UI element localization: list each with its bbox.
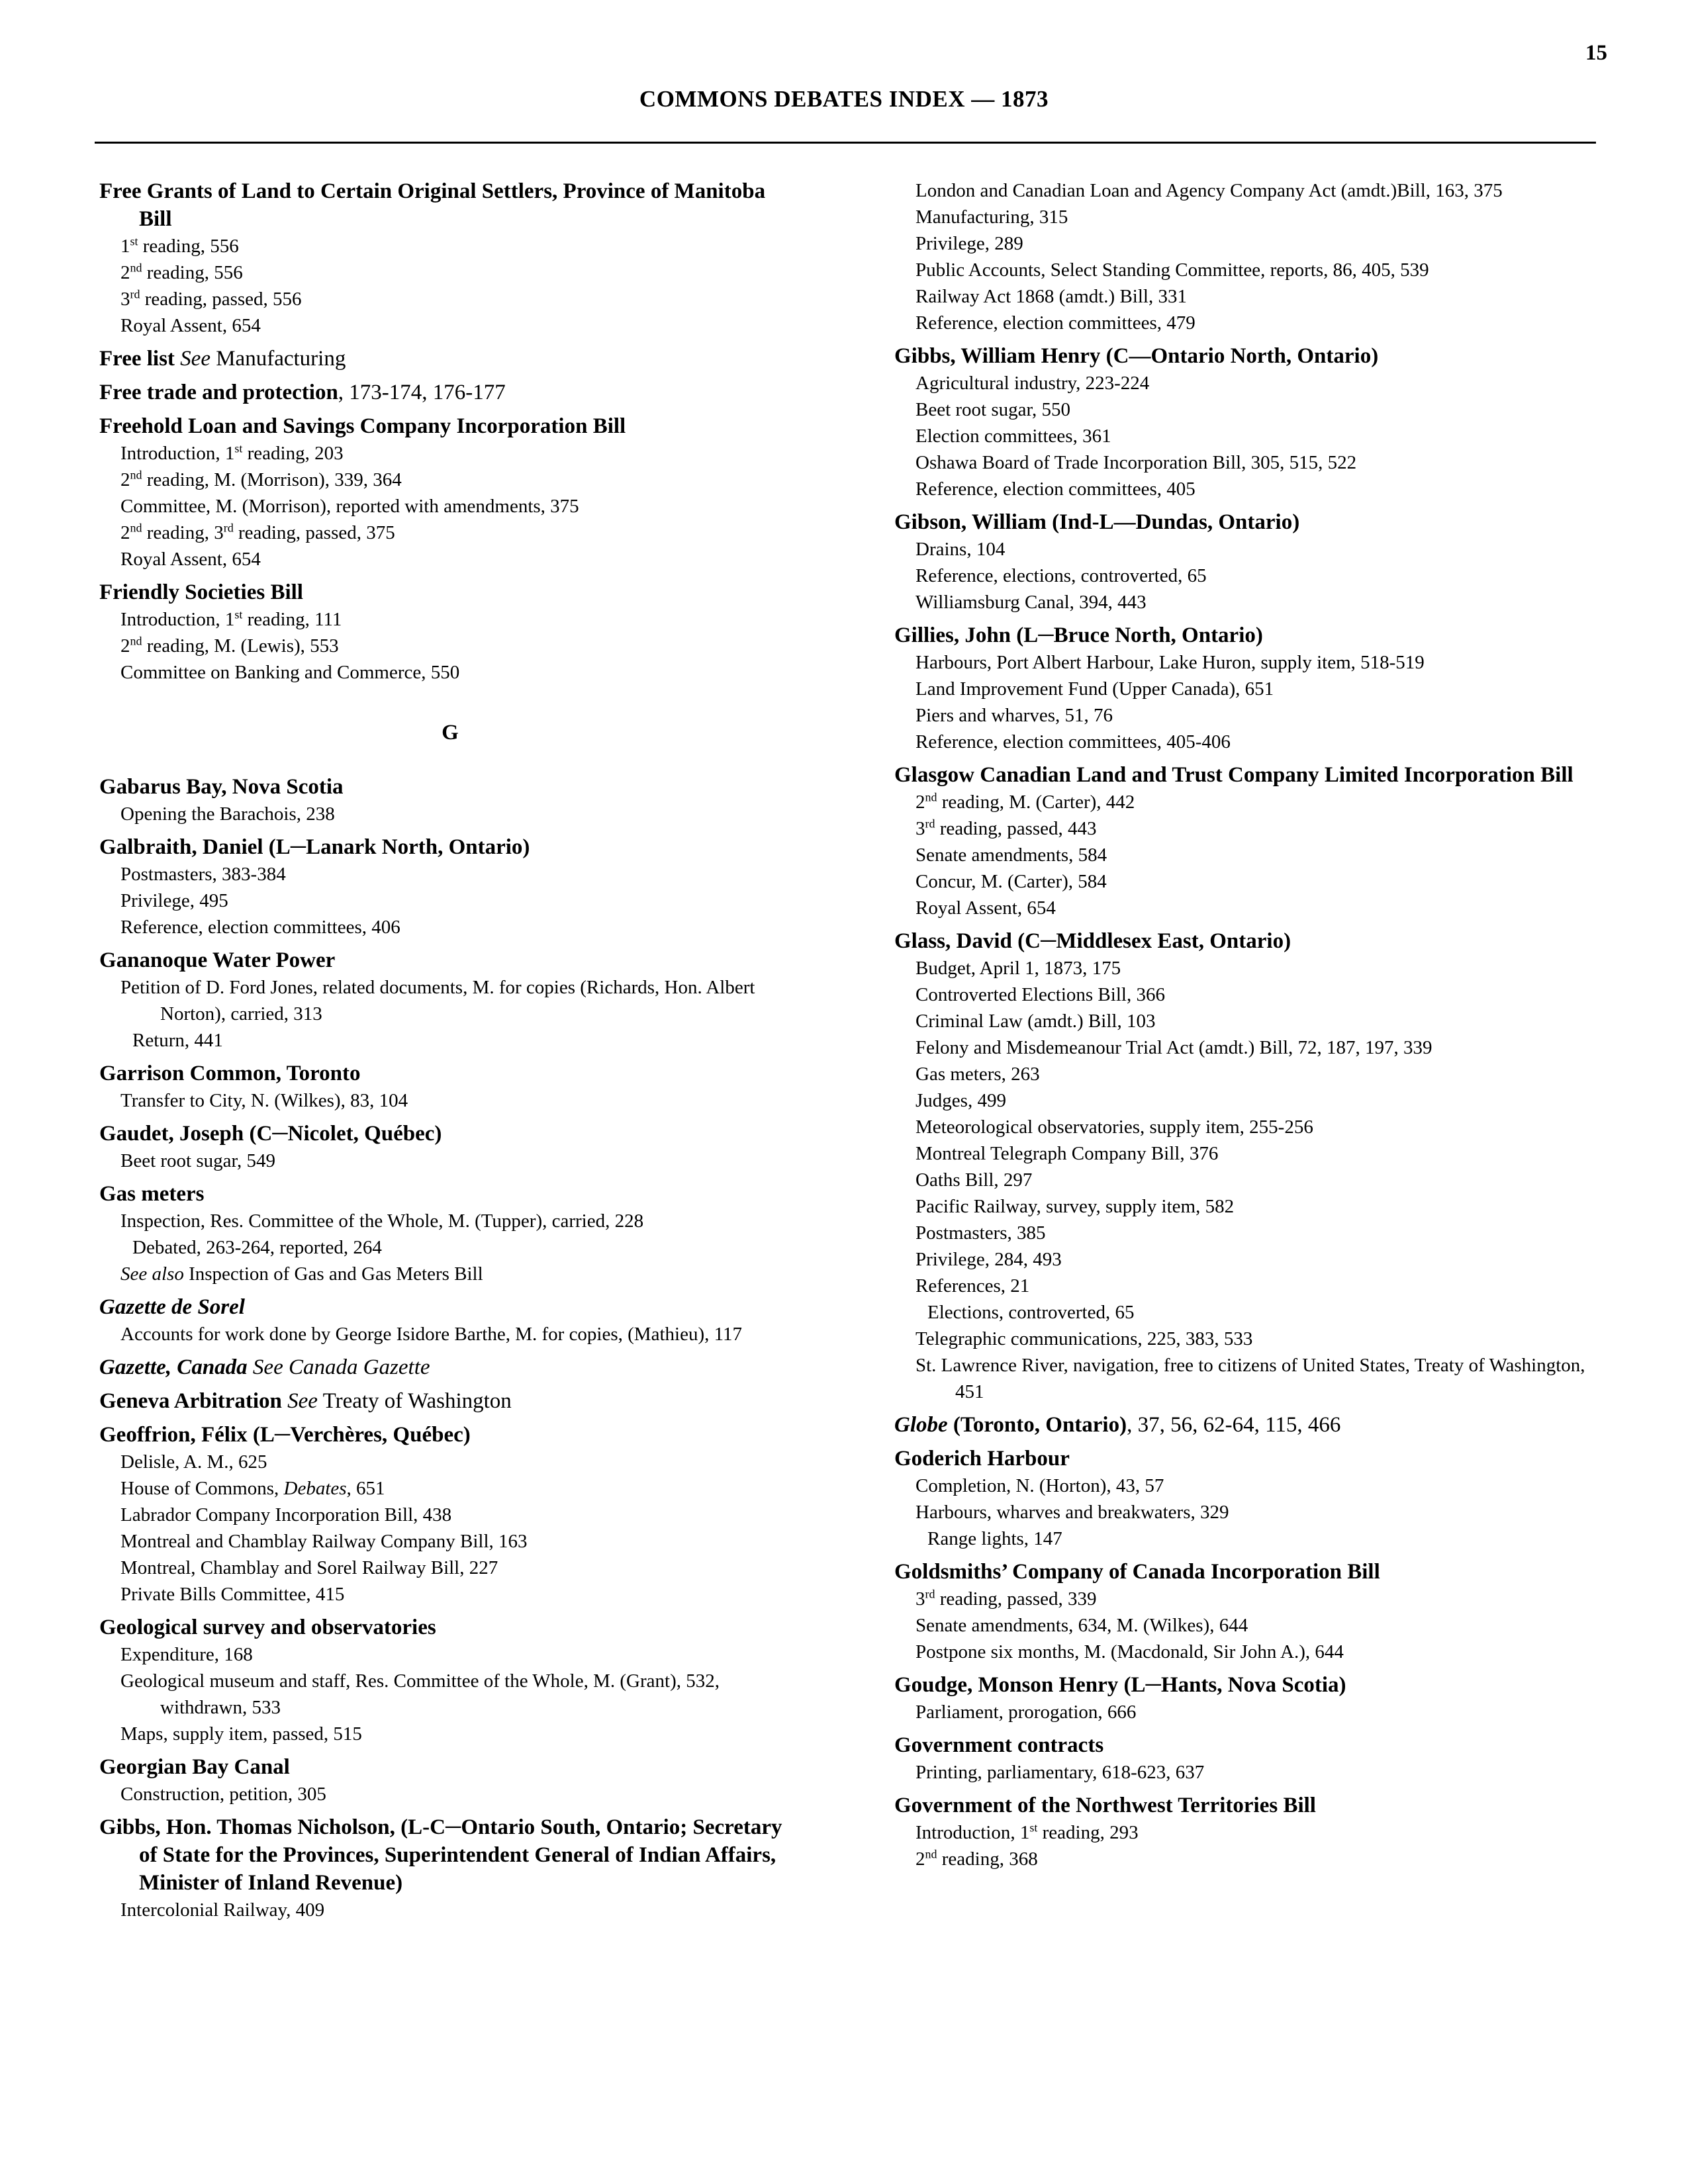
index-subentry: Reference, election committees, 405-406 (915, 731, 1231, 752)
index-heading: Friendly Societies Bill (99, 580, 303, 604)
index-subentry: Reference, election committees, 405 (915, 478, 1196, 500)
index-heading: Gabarus Bay, Nova Scotia (99, 775, 344, 799)
index-subentry: 2nd reading, 556 (120, 261, 243, 283)
index-subentry: Return, 441 (132, 1030, 223, 1051)
index-subentry: Printing, parliamentary, 618-623, 637 (915, 1762, 1205, 1783)
page-number: 15 (1585, 41, 1607, 65)
index-subentry: 2nd reading, 368 (915, 1847, 1038, 1870)
index-subentry: 3rd reading, passed, 443 (915, 817, 1097, 839)
index-subentry: Piers and wharves, 51, 76 (915, 705, 1113, 726)
index-subentry: Beet root sugar, 550 (915, 399, 1071, 420)
index-subentry: Montreal Telegraph Company Bill, 376 (915, 1143, 1219, 1164)
index-subentry: Oaths Bill, 297 (915, 1169, 1033, 1191)
index-subentry: Williamsburg Canal, 394, 443 (915, 592, 1147, 613)
index-subentry: 3rd reading, passed, 556 (120, 287, 302, 310)
index-subentry: 2nd reading, M. (Morrison), 339, 364 (120, 468, 402, 490)
index-subentry: Introduction, 1st reading, 111 (120, 608, 342, 630)
index-heading: Geological survey and observatories (99, 1615, 436, 1639)
index-subentry: House of Commons, Debates, 651 (120, 1478, 385, 1499)
index-heading: Garrison Common, Toronto (99, 1062, 361, 1085)
index-subentry: Oshawa Board of Trade Incorporation Bill, 305, 515, 522 (915, 452, 1357, 473)
index-subentry: 2nd reading, M. (Carter), 442 (915, 790, 1135, 813)
index-subentry: See also Inspection of Gas and Gas Meters Bill (120, 1263, 483, 1285)
index-heading: Galbraith, Daniel (L─Lanark North, Ontario) (99, 835, 530, 859)
page-title: COMMONS DEBATES INDEX — 1873 (639, 86, 1049, 112)
index-subentry: Gas meters, 263 (915, 1064, 1040, 1085)
index-heading: Free list See Manufacturing (99, 347, 346, 371)
index-heading: Government of the Northwest Territories Bill (894, 1794, 1316, 1817)
index-subentry: 3rd reading, passed, 339 (915, 1587, 1097, 1610)
index-subentry: Budget, April 1, 1873, 175 (915, 958, 1121, 979)
index-heading: Glass, David (C─Middlesex East, Ontario) (894, 929, 1291, 953)
index-subentry: Manufacturing, 315 (915, 206, 1068, 228)
index-heading: Gaudet, Joseph (C─Nicolet, Québec) (99, 1122, 442, 1146)
index-subentry: Royal Assent, 654 (915, 897, 1056, 919)
index-subentry: Range lights, 147 (927, 1528, 1062, 1549)
index-subentry: Land Improvement Fund (Upper Canada), 651 (915, 678, 1274, 700)
index-subentry: Royal Assent, 654 (120, 549, 261, 570)
index-subentry: Accounts for work done by George Isidore Barthe, M. for copies, (Mathieu), 117 (120, 1324, 743, 1345)
index-heading: Gas meters (99, 1182, 205, 1206)
title-rule (95, 142, 1596, 144)
index-subentry: Labrador Company Incorporation Bill, 438 (120, 1504, 452, 1525)
index-subentry: Harbours, Port Albert Harbour, Lake Huron, supply item, 518-519 (915, 652, 1425, 673)
index-subentry: Transfer to City, N. (Wilkes), 83, 104 (120, 1090, 408, 1111)
index-heading: Globe (Toronto, Ontario), 37, 56, 62-64, 115, 466 (894, 1413, 1341, 1437)
index-subentry: Public Accounts, Select Standing Committee, reports, 86, 405, 539 (915, 259, 1429, 281)
index-subentry: Harbours, wharves and breakwaters, 329 (915, 1502, 1229, 1523)
index-subentry: Introduction, 1st reading, 293 (915, 1821, 1139, 1843)
index-subentry: Committee on Banking and Commerce, 550 (120, 662, 460, 683)
index-subentry: Parliament, prorogation, 666 (915, 1702, 1137, 1723)
index-subentry: Committee, M. (Morrison), reported with amendments, 375 (120, 496, 579, 517)
index-heading: Gibbs, William Henry (C—Ontario North, Ontario) (894, 344, 1379, 368)
index-subentry: Felony and Misdemeanour Trial Act (amdt.) Bill, 72, 187, 197, 339 (915, 1037, 1432, 1058)
index-subentry: Privilege, 495 (120, 890, 228, 911)
index-subentry: Beet root sugar, 549 (120, 1150, 276, 1171)
index-heading: Gibson, William (Ind-L—Dundas, Ontario) (894, 510, 1300, 534)
index-subentry: Drains, 104 (915, 539, 1006, 560)
index-subentry: Telegraphic communications, 225, 383, 533 (915, 1328, 1253, 1349)
index-subentry: References, 21 (915, 1275, 1030, 1297)
index-subentry: Senate amendments, 634, M. (Wilkes), 644 (915, 1615, 1248, 1636)
index-subentry: Criminal Law (amdt.) Bill, 103 (915, 1011, 1156, 1032)
index-subentry: St. Lawrence River, navigation, free to citizens of United States, Treaty of Washington, 451 (915, 1355, 1585, 1402)
index-subentry: 1st reading, 556 (120, 234, 239, 257)
index-heading: Freehold Loan and Savings Company Incorporation Bill (99, 414, 626, 438)
index-subentry: Petition of D. Ford Jones, related documents, M. for copies (Richards, Hon. Albert Norton), carried, 313 (120, 977, 755, 1024)
index-subentry: Privilege, 284, 493 (915, 1249, 1062, 1270)
index-heading: Government contracts (894, 1733, 1104, 1757)
index-subentry: Expenditure, 168 (120, 1644, 253, 1665)
index-subentry: Judges, 499 (915, 1090, 1006, 1111)
index-heading: Goudge, Monson Henry (L─Hants, Nova Scotia) (894, 1673, 1346, 1697)
right-column (894, 177, 1603, 1872)
index-subentry: Intercolonial Railway, 409 (120, 1899, 325, 1921)
index-subentry: Postmasters, 383-384 (120, 864, 286, 885)
index-subentry: Reference, election committees, 479 (915, 312, 1196, 334)
index-subentry: Reference, election committees, 406 (120, 917, 400, 938)
index-subentry: Concur, M. (Carter), 584 (915, 871, 1107, 892)
index-heading: Gazette, Canada See Canada Gazette (99, 1355, 430, 1379)
index-heading: Gibbs, Hon. Thomas Nicholson, (L-C─Ontario South, Ontario; Secretary of State for the Provinces, Superintendent General of Indian Affairs, Minister of Inland Revenue) (99, 1815, 782, 1895)
index-subentry: Maps, supply item, passed, 515 (120, 1723, 362, 1745)
index-subentry: Montreal and Chamblay Railway Company Bill, 163 (120, 1531, 528, 1552)
index-subentry: Senate amendments, 584 (915, 844, 1107, 866)
index-heading: Free trade and protection, 173-174, 176-177 (99, 381, 506, 404)
index-subentry: Geological museum and staff, Res. Committee of the Whole, M. (Grant), 532, withdrawn, 533 (120, 1670, 720, 1718)
index-subentry: Reference, elections, controverted, 65 (915, 565, 1207, 586)
index-heading: Goldsmiths’ Company of Canada Incorporation Bill (894, 1560, 1380, 1584)
index-subentry: Election committees, 361 (915, 426, 1111, 447)
index-heading: Georgian Bay Canal (99, 1755, 290, 1779)
index-subentry: Agricultural industry, 223-224 (915, 373, 1150, 394)
section-letter: G (442, 721, 459, 745)
index-subentry: Montreal, Chamblay and Sorel Railway Bill, 227 (120, 1557, 498, 1578)
index-subentry: Introduction, 1st reading, 203 (120, 441, 344, 464)
index-subentry: Opening the Barachois, 238 (120, 803, 335, 825)
index-subentry: Delisle, A. M., 625 (120, 1451, 267, 1473)
index-subentry: Private Bills Committee, 415 (120, 1584, 345, 1605)
index-subentry: Elections, controverted, 65 (927, 1302, 1135, 1323)
index-heading: Glasgow Canadian Land and Trust Company Limited Incorporation Bill (894, 763, 1573, 787)
left-column (99, 177, 801, 1923)
index-subentry: Royal Assent, 654 (120, 315, 261, 336)
index-subentry: Completion, N. (Horton), 43, 57 (915, 1475, 1164, 1496)
index-subentry: 2nd reading, M. (Lewis), 553 (120, 634, 339, 657)
index-heading: Gananoque Water Power (99, 948, 336, 972)
index-heading: Geneva Arbitration See Treaty of Washington (99, 1389, 512, 1413)
index-subentry: 2nd reading, 3rd reading, passed, 375 (120, 521, 395, 543)
index-subentry: Inspection, Res. Committee of the Whole, M. (Tupper), carried, 228 (120, 1210, 644, 1232)
index-subentry: Privilege, 289 (915, 233, 1023, 254)
index-heading: Goderich Harbour (894, 1447, 1070, 1471)
index-subentry: Controverted Elections Bill, 366 (915, 984, 1165, 1005)
index-subentry: London and Canadian Loan and Agency Company Act (amdt.)Bill, 163, 375 (915, 180, 1503, 201)
index-heading: Gillies, John (L─Bruce North, Ontario) (894, 623, 1263, 647)
index-subentry: Pacific Railway, survey, supply item, 582 (915, 1196, 1235, 1217)
index-subentry: Debated, 263-264, reported, 264 (132, 1237, 382, 1258)
index-heading: Free Grants of Land to Certain Original Settlers, Province of Manitoba Bill (99, 179, 766, 231)
index-heading: Geoffrion, Félix (L─Verchères, Québec) (99, 1423, 471, 1447)
index-subentry: Postmasters, 385 (915, 1222, 1046, 1244)
index-heading: Gazette de Sorel (99, 1295, 245, 1319)
index-subentry: Meteorological observatories, supply item, 255-256 (915, 1116, 1313, 1138)
index-subentry: Railway Act 1868 (amdt.) Bill, 331 (915, 286, 1187, 307)
index-subentry: Construction, petition, 305 (120, 1784, 326, 1805)
index-subentry: Postpone six months, M. (Macdonald, Sir John A.), 644 (915, 1641, 1344, 1662)
